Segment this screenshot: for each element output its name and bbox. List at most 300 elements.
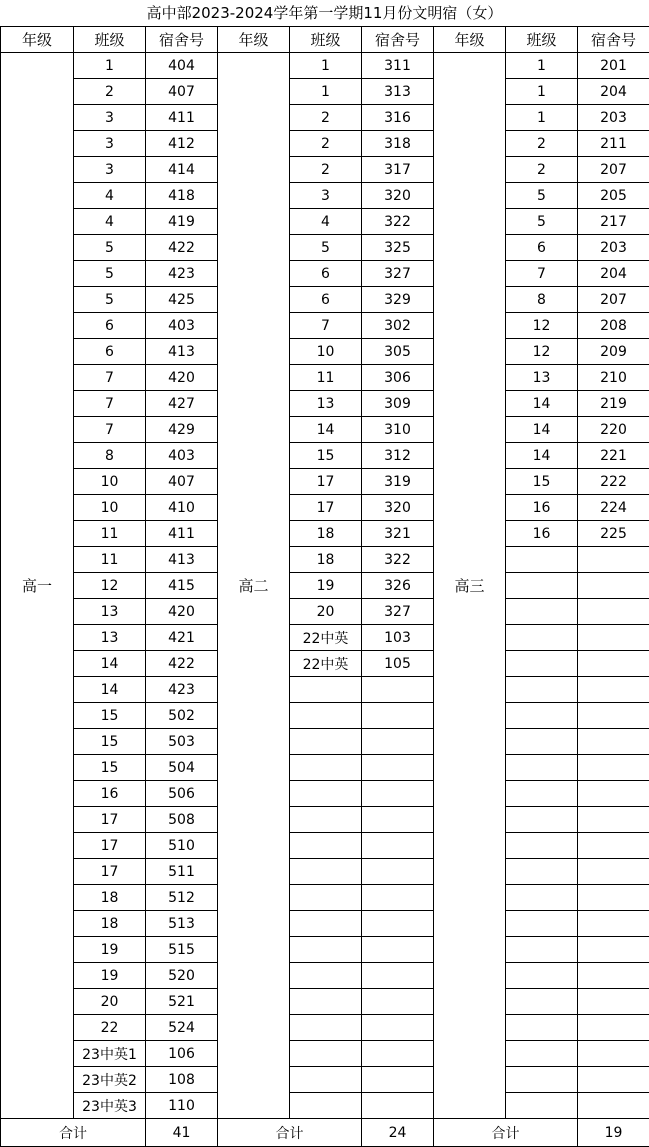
dorm-cell: 403 [146, 443, 218, 469]
class-cell [290, 963, 362, 989]
class-cell: 22中英 [290, 625, 362, 651]
dorm-cell: 506 [146, 781, 218, 807]
dorm-cell: 321 [362, 521, 434, 547]
dorm-cell: 306 [362, 365, 434, 391]
total-label: 合计 [434, 1119, 578, 1147]
class-cell [506, 781, 578, 807]
dorm-cell [578, 885, 649, 911]
table-row [1, 625, 649, 651]
class-cell: 11 [74, 547, 146, 573]
class-cell: 3 [290, 183, 362, 209]
class-cell [506, 807, 578, 833]
dorm-cell [578, 937, 649, 963]
class-cell: 12 [506, 339, 578, 365]
class-cell: 13 [74, 625, 146, 651]
dorm-cell: 310 [362, 417, 434, 443]
class-cell: 17 [74, 859, 146, 885]
dorm-cell: 217 [578, 209, 649, 235]
dorm-cell [362, 729, 434, 755]
dorm-cell [362, 1093, 434, 1119]
class-cell: 14 [506, 417, 578, 443]
table-row [1, 963, 649, 989]
dorm-cell: 322 [362, 547, 434, 573]
class-cell: 12 [506, 313, 578, 339]
class-cell: 15 [74, 755, 146, 781]
table-row [1, 859, 649, 885]
dorm-cell [362, 911, 434, 937]
class-cell [506, 651, 578, 677]
dorm-cell [578, 703, 649, 729]
table-row [1, 313, 649, 339]
total-row [1, 1119, 649, 1147]
header-grade: 年级 [1, 27, 74, 53]
class-cell: 6 [290, 287, 362, 313]
class-cell [506, 859, 578, 885]
dorm-cell [578, 911, 649, 937]
dorm-cell: 221 [578, 443, 649, 469]
dorm-cell: 415 [146, 573, 218, 599]
class-cell: 5 [290, 235, 362, 261]
dorm-cell: 110 [146, 1093, 218, 1119]
class-cell: 3 [74, 131, 146, 157]
dorm-cell [362, 937, 434, 963]
dorm-cell: 225 [578, 521, 649, 547]
header-grade: 年级 [218, 27, 290, 53]
dorm-cell [578, 833, 649, 859]
dorm-cell: 524 [146, 1015, 218, 1041]
table-row [1, 599, 649, 625]
dorm-cell: 320 [362, 183, 434, 209]
dorm-cell [362, 885, 434, 911]
class-cell [506, 1041, 578, 1067]
dorm-cell [362, 989, 434, 1015]
dorm-cell [362, 1041, 434, 1067]
dorm-cell: 313 [362, 79, 434, 105]
dorm-cell [578, 1067, 649, 1093]
header-dorm: 宿舍号 [146, 27, 218, 53]
dorm-cell [578, 963, 649, 989]
dorm-cell [362, 1067, 434, 1093]
class-cell: 17 [290, 469, 362, 495]
class-cell: 13 [290, 391, 362, 417]
table-row [1, 833, 649, 859]
class-cell: 17 [290, 495, 362, 521]
class-cell [506, 963, 578, 989]
table-row [1, 417, 649, 443]
dorm-cell [578, 547, 649, 573]
class-cell [290, 703, 362, 729]
class-cell: 8 [506, 287, 578, 313]
dorm-cell: 317 [362, 157, 434, 183]
class-cell [506, 729, 578, 755]
total-value: 41 [146, 1119, 218, 1147]
class-cell: 6 [506, 235, 578, 261]
class-cell: 19 [74, 937, 146, 963]
class-cell: 19 [290, 573, 362, 599]
dorm-cell: 105 [362, 651, 434, 677]
class-cell [290, 677, 362, 703]
dorm-cell: 106 [146, 1041, 218, 1067]
class-cell: 4 [74, 183, 146, 209]
table-row [1, 391, 649, 417]
class-cell: 2 [506, 131, 578, 157]
dorm-cell: 407 [146, 79, 218, 105]
class-cell: 10 [74, 495, 146, 521]
table-row [1, 79, 649, 105]
class-cell [290, 1041, 362, 1067]
class-cell: 2 [290, 157, 362, 183]
dorm-cell: 423 [146, 261, 218, 287]
table-row [1, 495, 649, 521]
table-row [1, 651, 649, 677]
dorm-cell: 503 [146, 729, 218, 755]
class-cell: 18 [290, 547, 362, 573]
class-cell: 5 [506, 209, 578, 235]
table-row [1, 235, 649, 261]
dorm-cell: 421 [146, 625, 218, 651]
class-cell: 1 [290, 53, 362, 79]
dorm-cell: 420 [146, 599, 218, 625]
dorm-cell [578, 781, 649, 807]
class-cell: 15 [506, 469, 578, 495]
class-cell: 14 [506, 443, 578, 469]
dorm-cell: 322 [362, 209, 434, 235]
class-cell: 1 [290, 79, 362, 105]
class-cell: 23中英2 [74, 1067, 146, 1093]
dorm-cell: 404 [146, 53, 218, 79]
dorm-cell: 520 [146, 963, 218, 989]
table-row [1, 885, 649, 911]
class-cell [506, 911, 578, 937]
dorm-cell: 413 [146, 339, 218, 365]
class-cell [506, 703, 578, 729]
dorm-cell: 326 [362, 573, 434, 599]
class-cell: 13 [74, 599, 146, 625]
class-cell: 1 [506, 105, 578, 131]
table-row [1, 469, 649, 495]
class-cell [290, 781, 362, 807]
class-cell [506, 599, 578, 625]
class-cell: 8 [74, 443, 146, 469]
class-cell: 11 [290, 365, 362, 391]
total-value: 19 [578, 1119, 649, 1147]
dorm-cell [578, 651, 649, 677]
class-cell: 5 [506, 183, 578, 209]
class-cell: 7 [74, 391, 146, 417]
table-row [1, 209, 649, 235]
dorm-cell [578, 625, 649, 651]
dorm-cell: 203 [578, 105, 649, 131]
class-cell: 15 [290, 443, 362, 469]
dorm-cell: 419 [146, 209, 218, 235]
grade-cell: 高二 [218, 53, 290, 1119]
dorm-cell: 423 [146, 677, 218, 703]
dorm-cell [578, 1015, 649, 1041]
dorm-cell: 411 [146, 521, 218, 547]
table-row [1, 911, 649, 937]
dorm-cell: 413 [146, 547, 218, 573]
dorm-cell [362, 807, 434, 833]
dorm-cell [578, 989, 649, 1015]
table-row [1, 703, 649, 729]
table-row [1, 755, 649, 781]
dorm-cell: 205 [578, 183, 649, 209]
dorm-cell: 210 [578, 365, 649, 391]
class-cell: 6 [74, 339, 146, 365]
dorm-cell [362, 1015, 434, 1041]
class-cell: 20 [290, 599, 362, 625]
dorm-cell: 103 [362, 625, 434, 651]
dorm-cell: 211 [578, 131, 649, 157]
table-row [1, 573, 649, 599]
class-cell: 18 [74, 885, 146, 911]
table-row [1, 261, 649, 287]
class-cell: 5 [74, 261, 146, 287]
dorm-cell [578, 1041, 649, 1067]
dorm-cell: 502 [146, 703, 218, 729]
header-dorm: 宿舍号 [362, 27, 434, 53]
class-cell: 3 [74, 157, 146, 183]
class-cell [290, 989, 362, 1015]
class-cell: 10 [74, 469, 146, 495]
table-row [1, 1015, 649, 1041]
dorm-cell [578, 729, 649, 755]
class-cell: 12 [74, 573, 146, 599]
total-value: 24 [362, 1119, 434, 1147]
header-grade: 年级 [434, 27, 506, 53]
dorm-cell: 222 [578, 469, 649, 495]
dorm-cell [578, 1093, 649, 1119]
class-cell: 2 [290, 105, 362, 131]
dorm-cell: 410 [146, 495, 218, 521]
class-cell [290, 833, 362, 859]
class-cell: 23中英3 [74, 1093, 146, 1119]
dorm-cell: 521 [146, 989, 218, 1015]
class-cell: 15 [74, 703, 146, 729]
header-class: 班级 [506, 27, 578, 53]
dorm-cell: 318 [362, 131, 434, 157]
class-cell: 16 [506, 521, 578, 547]
class-cell: 5 [74, 235, 146, 261]
dorm-cell [362, 755, 434, 781]
dorm-cell: 203 [578, 235, 649, 261]
dorm-cell: 201 [578, 53, 649, 79]
class-cell [506, 625, 578, 651]
dorm-cell: 319 [362, 469, 434, 495]
page-title: 高中部2023-2024学年第一学期11月份文明宿（女） [0, 0, 649, 26]
class-cell [506, 547, 578, 573]
dorm-cell: 513 [146, 911, 218, 937]
dorm-cell: 312 [362, 443, 434, 469]
table-row [1, 157, 649, 183]
class-cell: 7 [506, 261, 578, 287]
class-cell: 5 [74, 287, 146, 313]
dorm-cell: 427 [146, 391, 218, 417]
class-cell: 22 [74, 1015, 146, 1041]
total-label: 合计 [1, 1119, 146, 1147]
class-cell [290, 755, 362, 781]
class-cell: 2 [74, 79, 146, 105]
class-cell [290, 729, 362, 755]
table-row [1, 443, 649, 469]
dorm-cell [578, 599, 649, 625]
class-cell [506, 1093, 578, 1119]
table-row [1, 287, 649, 313]
table-row [1, 547, 649, 573]
class-cell [290, 1093, 362, 1119]
dorm-cell: 414 [146, 157, 218, 183]
class-cell [290, 807, 362, 833]
dorm-cell: 420 [146, 365, 218, 391]
class-cell: 17 [74, 833, 146, 859]
dorm-cell: 208 [578, 313, 649, 339]
dorm-cell: 425 [146, 287, 218, 313]
class-cell [506, 833, 578, 859]
dorm-cell [578, 807, 649, 833]
class-cell: 22中英 [290, 651, 362, 677]
table-row [1, 729, 649, 755]
dorm-cell: 325 [362, 235, 434, 261]
dorm-cell: 329 [362, 287, 434, 313]
dorm-cell: 510 [146, 833, 218, 859]
class-cell [506, 573, 578, 599]
class-cell: 7 [290, 313, 362, 339]
class-cell: 7 [74, 417, 146, 443]
dorm-cell [578, 573, 649, 599]
class-cell: 2 [290, 131, 362, 157]
class-cell: 14 [506, 391, 578, 417]
dorm-cell: 422 [146, 235, 218, 261]
class-cell [506, 677, 578, 703]
dorm-cell: 224 [578, 495, 649, 521]
table-row [1, 521, 649, 547]
class-cell: 6 [290, 261, 362, 287]
dorm-cell: 311 [362, 53, 434, 79]
dorm-cell: 327 [362, 599, 434, 625]
class-cell: 18 [74, 911, 146, 937]
dorm-cell: 515 [146, 937, 218, 963]
dorm-cell: 418 [146, 183, 218, 209]
table-row [1, 781, 649, 807]
class-cell: 4 [290, 209, 362, 235]
dorm-cell [362, 833, 434, 859]
dorm-cell: 108 [146, 1067, 218, 1093]
total-label: 合计 [218, 1119, 362, 1147]
header-row [1, 27, 649, 53]
dorm-cell: 504 [146, 755, 218, 781]
dorm-cell [578, 677, 649, 703]
dorm-cell: 407 [146, 469, 218, 495]
table-row [1, 677, 649, 703]
class-cell: 11 [74, 521, 146, 547]
header-class: 班级 [74, 27, 146, 53]
dorm-table [0, 26, 649, 1147]
header-dorm: 宿舍号 [578, 27, 649, 53]
table-row [1, 365, 649, 391]
dorm-cell: 411 [146, 105, 218, 131]
grade-cell: 高一 [1, 53, 74, 1119]
header-class: 班级 [290, 27, 362, 53]
class-cell: 7 [74, 365, 146, 391]
dorm-cell [578, 755, 649, 781]
dorm-cell [362, 963, 434, 989]
dorm-cell [362, 677, 434, 703]
class-cell [290, 1015, 362, 1041]
class-cell: 3 [74, 105, 146, 131]
class-cell [290, 1067, 362, 1093]
dorm-cell: 207 [578, 157, 649, 183]
grade-cell: 高三 [434, 53, 506, 1119]
class-cell: 20 [74, 989, 146, 1015]
class-cell: 16 [74, 781, 146, 807]
dorm-cell: 204 [578, 261, 649, 287]
class-cell [506, 989, 578, 1015]
dorm-cell [362, 859, 434, 885]
class-cell [506, 1015, 578, 1041]
class-cell [506, 755, 578, 781]
table-row [1, 937, 649, 963]
class-cell: 1 [74, 53, 146, 79]
dorm-cell: 403 [146, 313, 218, 339]
dorm-cell: 207 [578, 287, 649, 313]
table-row [1, 989, 649, 1015]
class-cell: 13 [506, 365, 578, 391]
class-cell: 17 [74, 807, 146, 833]
table-row [1, 183, 649, 209]
class-cell [506, 937, 578, 963]
table-row [1, 807, 649, 833]
dorm-cell: 511 [146, 859, 218, 885]
class-cell: 6 [74, 313, 146, 339]
class-cell: 16 [506, 495, 578, 521]
class-cell [506, 1067, 578, 1093]
dorm-cell: 220 [578, 417, 649, 443]
class-cell: 15 [74, 729, 146, 755]
dorm-cell: 209 [578, 339, 649, 365]
class-cell [506, 885, 578, 911]
dorm-cell [362, 781, 434, 807]
class-cell: 1 [506, 79, 578, 105]
class-cell [290, 885, 362, 911]
class-cell: 18 [290, 521, 362, 547]
class-cell: 23中英1 [74, 1041, 146, 1067]
table-row [1, 1041, 649, 1067]
table-row [1, 131, 649, 157]
dorm-cell: 412 [146, 131, 218, 157]
table-row [1, 339, 649, 365]
class-cell [290, 859, 362, 885]
dorm-cell [578, 859, 649, 885]
dorm-cell [362, 703, 434, 729]
dorm-cell: 305 [362, 339, 434, 365]
dorm-cell: 302 [362, 313, 434, 339]
dorm-cell: 508 [146, 807, 218, 833]
class-cell: 4 [74, 209, 146, 235]
class-cell: 10 [290, 339, 362, 365]
class-cell: 14 [290, 417, 362, 443]
dorm-cell: 204 [578, 79, 649, 105]
table-row [1, 1093, 649, 1119]
class-cell: 1 [506, 53, 578, 79]
table-row [1, 1067, 649, 1093]
class-cell [290, 937, 362, 963]
dorm-cell: 429 [146, 417, 218, 443]
dorm-cell: 320 [362, 495, 434, 521]
class-cell: 14 [74, 677, 146, 703]
class-cell: 19 [74, 963, 146, 989]
dorm-cell: 219 [578, 391, 649, 417]
dorm-cell: 512 [146, 885, 218, 911]
